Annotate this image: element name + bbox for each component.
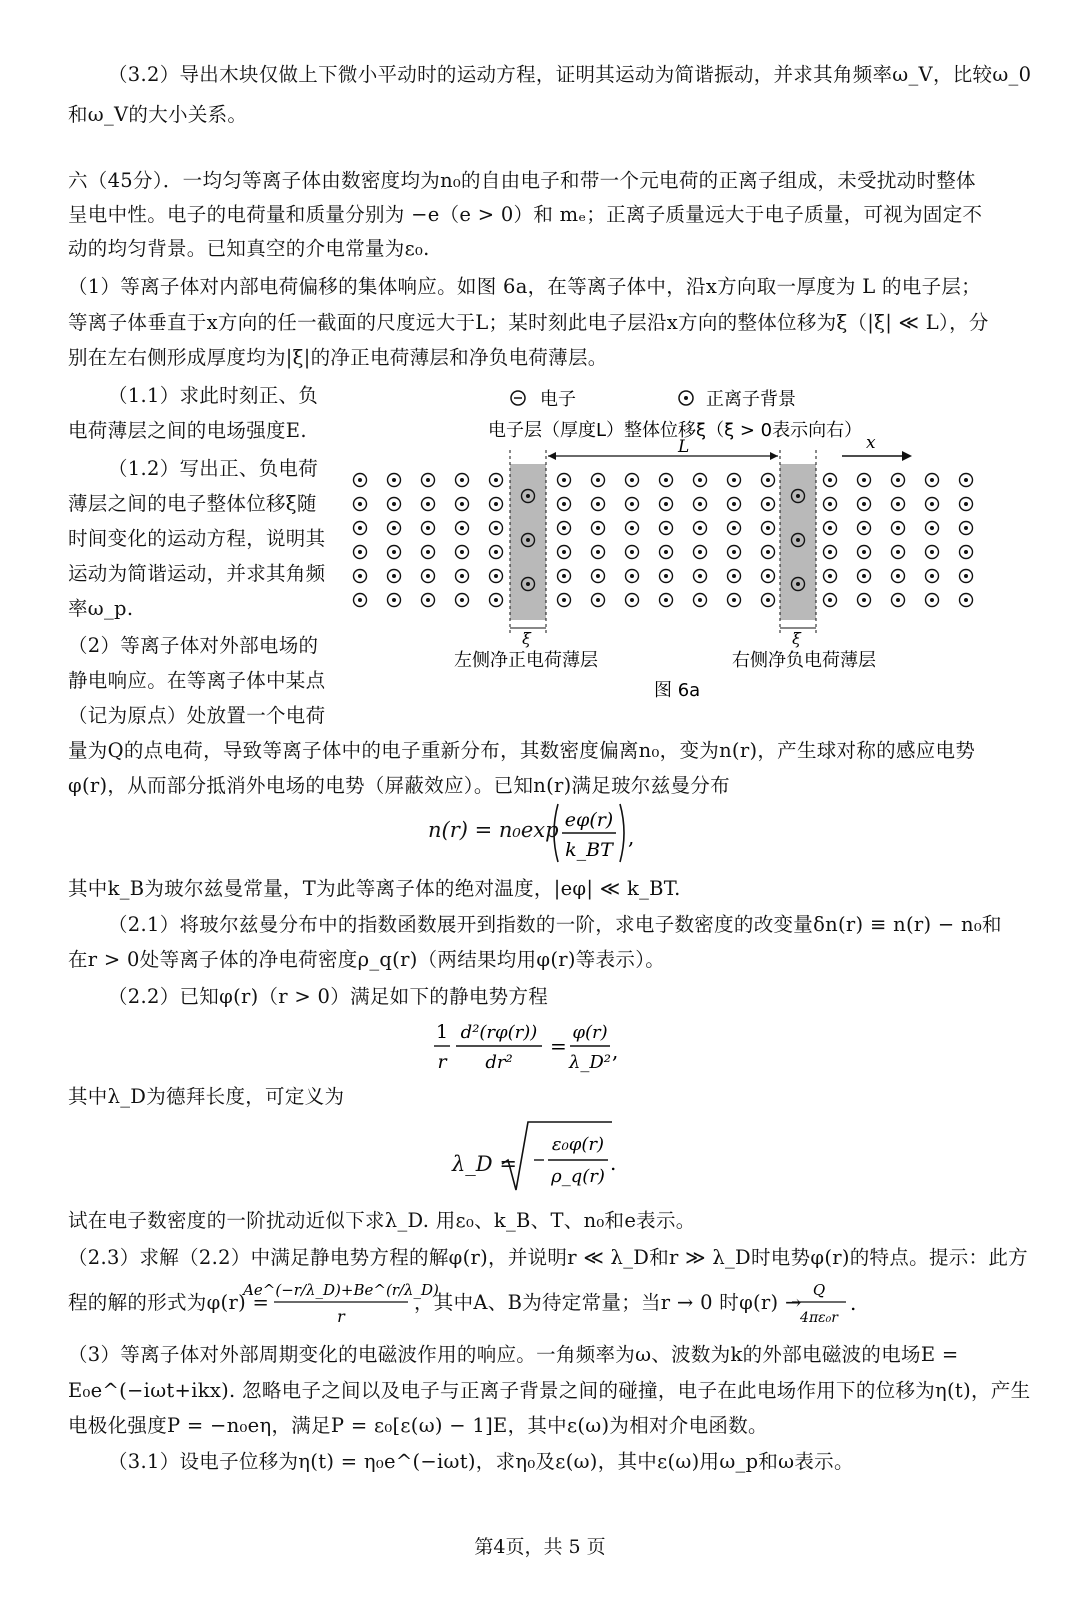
particle-dot: [930, 526, 934, 530]
particle-dot: [828, 574, 832, 578]
particle-dot: [358, 550, 362, 554]
label-xi-left: ξ: [522, 629, 531, 648]
particle-dot: [460, 550, 464, 554]
particle-dot: [494, 478, 498, 482]
eq-num: eφ(r): [564, 809, 614, 831]
particle-dot: [426, 550, 430, 554]
text-line: φ(r)，从而部分抵消外电场的电势（屏蔽效应）。已知n(r)满足玻尔兹曼分布: [68, 774, 730, 797]
particle-dot: [392, 478, 396, 482]
text-line: 其中k_B为玻尔兹曼常量，T为此等离子体的绝对温度，|eφ| ≪ k_BT.: [68, 877, 681, 900]
particle-dot: [828, 526, 832, 530]
text-line: （2.2）已知φ(r)（r > 0）满足如下的静电势方程: [108, 985, 549, 1008]
eq-num: Ae^(−r/λ_D)+Be^(r/λ_D): [243, 1281, 439, 1299]
particle-dot: [494, 598, 498, 602]
particle-dot: [698, 598, 702, 602]
particle-dot: [664, 526, 668, 530]
text-line: 别在左右侧形成厚度均为|ξ|的净正电荷薄层和净负电荷薄层。: [68, 346, 608, 369]
particle-dot: [596, 526, 600, 530]
particle-dot: [460, 502, 464, 506]
eq-num: Q: [812, 1281, 826, 1299]
particle-dot: [698, 574, 702, 578]
particle-dot: [596, 478, 600, 482]
eq-den: dr²: [485, 1052, 513, 1073]
eq-fraction: [548, 800, 638, 866]
particle-dot: [562, 526, 566, 530]
particle-dot: [630, 478, 634, 482]
text-line: 在r > 0处等离子体的净电荷密度ρ_q(r)（两结果均用φ(r)等表示）。: [68, 948, 666, 971]
particle-dot: [426, 502, 430, 506]
particle-dot: [358, 598, 362, 602]
particle-dot: [460, 478, 464, 482]
eq-den: λ_D²: [568, 1052, 612, 1073]
particle-dot: [562, 574, 566, 578]
text-line: 程的解的形式为φ(r) =: [68, 1291, 270, 1314]
eq-sqrt: [500, 1116, 620, 1196]
text-line: （3）等离子体对外部周期变化的电磁波作用的响应。一角频率为ω、波数为k的外部电磁波的电场E =: [68, 1343, 959, 1366]
eq-num: d²(rφ(r)): [460, 1022, 538, 1043]
label-x: x: [866, 433, 876, 453]
particle-dot: [358, 574, 362, 578]
particle-dot: [964, 502, 968, 506]
legend-electron: [511, 389, 576, 410]
particle-dot: [460, 526, 464, 530]
particle-dot: [964, 550, 968, 554]
text-line: 率ω_p.: [68, 597, 134, 620]
particle-dot: [930, 550, 934, 554]
particle-dot: [392, 502, 396, 506]
text-line: （1）等离子体对内部电荷偏移的集体响应。如图 6a，在等离子体中，沿x方向取一厚度为 L 的电子层；: [68, 275, 981, 298]
particle-dot: [862, 598, 866, 602]
particle-dot: [630, 598, 634, 602]
particle-dot: [426, 478, 430, 482]
particle-dot: [392, 526, 396, 530]
particle-dot: [392, 574, 396, 578]
particle-dot: [562, 478, 566, 482]
particle-dot: [862, 502, 866, 506]
eq-den: r: [337, 1307, 345, 1326]
particle-dot: [766, 502, 770, 506]
text-line: （1.1）求此时刻正、负: [108, 384, 319, 407]
particle-dot: [930, 478, 934, 482]
particle-dot: [930, 502, 934, 506]
particle-dot: [562, 598, 566, 602]
limit-fraction: [790, 1274, 860, 1332]
particle-dot: [828, 478, 832, 482]
particle-dot: [358, 526, 362, 530]
text-line: 呈电中性。电子的电荷量和质量分别为 −e（e > 0）和 mₑ；正离子质量远大于电子质量，可视为固定不: [68, 203, 983, 226]
particle-dot: [460, 574, 464, 578]
particle-dot: [596, 502, 600, 506]
eq-den: k_BT: [565, 839, 613, 861]
particle-dot: [766, 550, 770, 554]
particle-dot: [526, 582, 530, 586]
particle-dot: [426, 574, 430, 578]
text-line: （3.2）导出木块仅做上下微小平动时的运动方程，证明其运动为简谐振动，并求其角频率ω_V，比较ω_0: [108, 63, 1032, 86]
particle-dot: [930, 574, 934, 578]
particle-dot: [964, 478, 968, 482]
particle-dot: [964, 526, 968, 530]
particle-grid: [354, 474, 973, 607]
label-L: L: [678, 437, 690, 457]
text-line: （2）等离子体对外部电场的: [68, 634, 319, 657]
particle-dot: [630, 574, 634, 578]
particle-dot: [426, 526, 430, 530]
eq-lhs: n(r) = n₀exp: [428, 818, 559, 842]
question-6-heading: 六（45分）．一均匀等离子体由数密度均为n₀的自由电子和带一个元电荷的正离子组成，未受扰动时整体: [68, 169, 976, 192]
text-line: （2.1）将玻尔兹曼分布中的指数函数展开到指数的一阶，求电子数密度的改变量δn(r) ≡ n(r) − n₀和: [108, 913, 1002, 936]
text-line: 电荷薄层之间的电场强度E.: [68, 419, 307, 442]
particle-dot: [796, 494, 800, 498]
particle-dot: [862, 526, 866, 530]
eq-num: 1: [435, 1021, 449, 1043]
particle-dot: [964, 598, 968, 602]
particle-dot: [732, 526, 736, 530]
particle-dot: [630, 502, 634, 506]
particle-dot: [596, 598, 600, 602]
text-line: 其中λ_D为德拜长度，可定义为: [68, 1085, 345, 1108]
svg-text:,: ,: [628, 825, 635, 849]
eq-den: r: [437, 1051, 447, 1073]
particle-dot: [630, 526, 634, 530]
particle-dot: [392, 550, 396, 554]
particle-dot: [964, 574, 968, 578]
particle-dot: [698, 502, 702, 506]
particle-dot: [664, 574, 668, 578]
eq-num: φ(r): [572, 1022, 608, 1043]
text-line: 时间变化的运动方程，说明其: [68, 527, 326, 550]
figure-caption-top: 电子层（厚度L）整体位移ξ（ξ > 0表示向右）: [488, 420, 863, 441]
particle-dot: [426, 598, 430, 602]
particle-dot: [562, 550, 566, 554]
particle-dot: [494, 550, 498, 554]
figure-number: 图 6a: [654, 680, 701, 701]
text-line: （2.3）求解（2.2）中满足静电势方程的解φ(r)，并说明r ≪ λ_D和r ≫ λ_D时电势φ(r)的特点。提示：此方: [68, 1246, 1028, 1269]
text-line: （记为原点）处放置一个电荷: [68, 704, 326, 727]
particle-dot: [494, 502, 498, 506]
svg-text:,: ,: [612, 1039, 619, 1063]
text-line: E₀e^(−iωt+ikx). 忽略电子之间以及电子与正离子背景之间的碰撞，电子在此电场作用下的位移为η(t)，产生: [68, 1379, 1031, 1402]
particle-dot: [896, 478, 900, 482]
poisson-equation: [432, 1014, 622, 1076]
particle-dot: [828, 550, 832, 554]
particle-dot: [796, 538, 800, 542]
particle-dot: [526, 538, 530, 542]
eq-den: ρ_q(r): [551, 1166, 605, 1187]
particle-dot: [630, 550, 634, 554]
particle-dot: [732, 478, 736, 482]
text-line: 量为Q的点电荷，导致等离子体中的电子重新分布，其数密度偏离n₀，变为n(r)，产生球对称的感应电势: [68, 739, 976, 762]
particle-dot: [358, 502, 362, 506]
particle-dot: [896, 574, 900, 578]
particle-dot: [930, 598, 934, 602]
particle-dot: [732, 598, 736, 602]
particle-dot: [698, 478, 702, 482]
particle-dot: [732, 574, 736, 578]
text-line: 电极化强度P = −n₀eη，满足P = ε₀[ε(ω) − 1]E，其中ε(ω)为相对介电函数。: [68, 1414, 768, 1437]
text-line: ，其中A、B为待定常量；当r → 0 时φ(r) →: [414, 1291, 802, 1314]
particle-dot: [862, 550, 866, 554]
particle-dot: [698, 526, 702, 530]
particle-dot: [796, 582, 800, 586]
text-line: 静电响应。在等离子体中某点: [68, 669, 326, 692]
particle-dot: [460, 598, 464, 602]
particle-dot: [562, 502, 566, 506]
text-line: 动的均匀背景。已知真空的介电常量为ε₀.: [68, 237, 430, 260]
text-line: 薄层之间的电子整体位移ξ随: [68, 492, 317, 515]
text-line: 运动为简谐运动，并求其角频: [68, 562, 326, 585]
particle-dot: [862, 574, 866, 578]
particle-dot: [896, 526, 900, 530]
text-line: 和ω_V的大小关系。: [68, 103, 248, 126]
particle-dot: [596, 574, 600, 578]
particle-dot: [766, 526, 770, 530]
legend-electron-label: 电子: [540, 389, 576, 410]
particle-dot: [732, 550, 736, 554]
label-left-layer: 左侧净正电荷薄层: [454, 650, 598, 671]
legend-ion: [679, 389, 796, 410]
particle-dot: [862, 478, 866, 482]
page-footer: 第4页，共 5 页: [474, 1536, 606, 1558]
svg-text:.: .: [610, 1151, 617, 1175]
label-right-layer: 右侧净负电荷薄层: [732, 650, 876, 671]
particle-dot: [358, 478, 362, 482]
particle-dot: [664, 598, 668, 602]
particle-dot: [828, 502, 832, 506]
text-line: （3.1）设电子位移为η(t) = η₀e^(−iωt)，求η₀及ε(ω)，其中ε(ω)用ω_p和ω表示。: [108, 1450, 854, 1473]
particle-dot: [494, 574, 498, 578]
svg-text:=: =: [550, 1034, 567, 1058]
particle-dot: [766, 478, 770, 482]
text-line: 试在电子数密度的一阶扰动近似下求λ_D. 用ε₀、k_B、T、n₀和e表示。: [68, 1209, 696, 1232]
text-line: 等离子体垂直于x方向的任一截面的尺度远大于L；某时刻此电子层沿x方向的整体位移为ξ（|ξ| ≪ L），分: [68, 311, 989, 334]
legend-ion-label: 正离子背景: [706, 389, 796, 410]
particle-dot: [526, 494, 530, 498]
particle-dot: [392, 598, 396, 602]
figure-6a: [350, 384, 1000, 704]
particle-dot: [494, 526, 498, 530]
solution-fraction: [243, 1274, 439, 1332]
label-xi-right: ξ: [792, 629, 801, 648]
particle-dot: [896, 502, 900, 506]
text-line: （1.2）写出正、负电荷: [108, 457, 319, 480]
eq-lhs: λ_D =: [452, 1152, 517, 1176]
particle-dot: [896, 598, 900, 602]
particle-dot: [596, 550, 600, 554]
particle-dot: [766, 574, 770, 578]
eq-num: ε₀φ(r): [551, 1134, 605, 1155]
particle-dot: [664, 502, 668, 506]
particle-dot: [732, 502, 736, 506]
particle-dot: [664, 478, 668, 482]
eq-den: 4πε₀r: [800, 1310, 838, 1326]
particle-dot: [766, 598, 770, 602]
particle-dot: [698, 550, 702, 554]
particle-dot: [828, 598, 832, 602]
particle-dot: [896, 550, 900, 554]
particle-dot: [664, 550, 668, 554]
svg-text:.: .: [850, 1291, 857, 1315]
